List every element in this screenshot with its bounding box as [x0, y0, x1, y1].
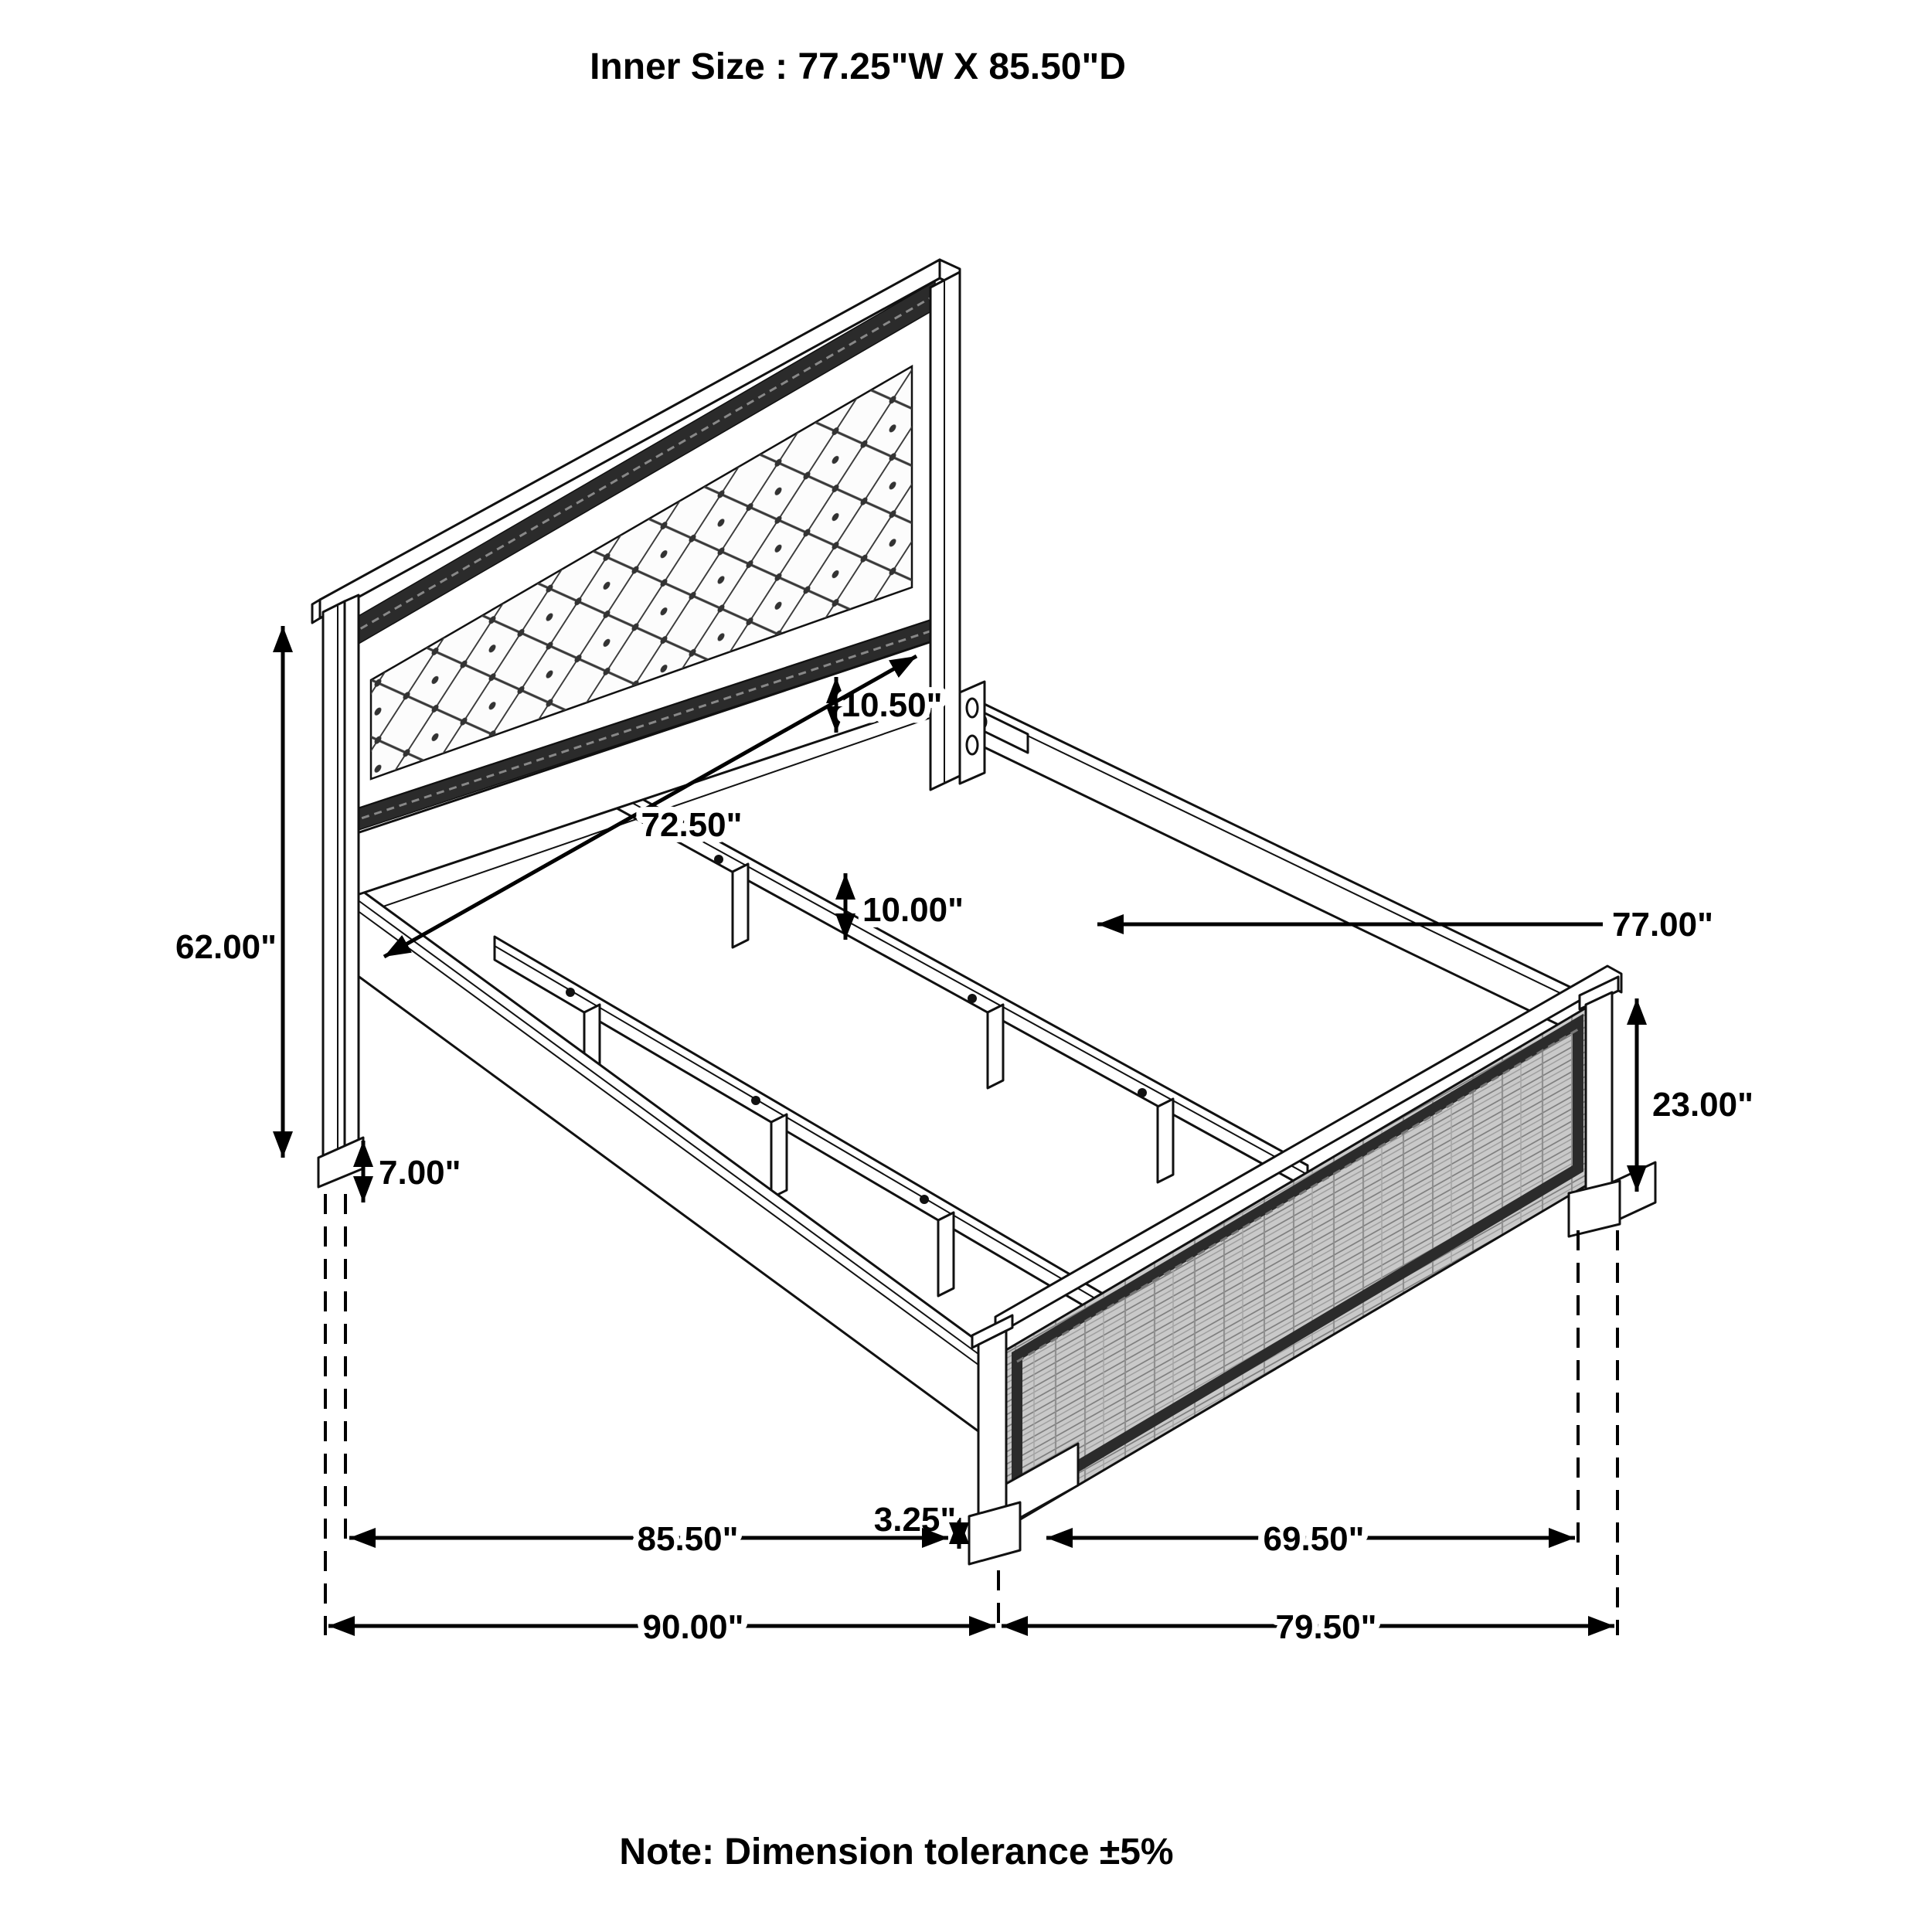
footboard-post-right — [1586, 992, 1612, 1196]
bolt-icon — [1138, 1088, 1147, 1097]
bolt-icon — [566, 988, 575, 997]
bolt-icon — [968, 994, 977, 1003]
bolt-hole — [967, 736, 978, 754]
support-leg — [771, 1114, 787, 1198]
dim-headboard-trim-height: 10.50" — [841, 686, 943, 724]
far-side-rail — [944, 685, 1587, 1039]
bolt-icon — [714, 855, 723, 864]
headboard-cap-end — [312, 600, 320, 623]
dim-footboard-inner-width: 69.50" — [1263, 1520, 1365, 1558]
tolerance-note: Note: Dimension tolerance ±5% — [619, 1832, 1174, 1872]
dim-slat-leg-height: 10.00" — [862, 891, 964, 929]
bolt-icon — [920, 1195, 929, 1204]
diagram-title: Inner Size : 77.25"W X 85.50"D — [590, 46, 1126, 87]
support-leg — [938, 1213, 954, 1296]
headboard-post-left-side — [345, 595, 359, 1172]
dim-footboard-height: 23.00" — [1652, 1086, 1753, 1124]
dim-rail-length: 85.50" — [637, 1520, 739, 1558]
dim-total-depth: 90.00" — [642, 1608, 744, 1646]
headboard-post-left — [323, 601, 345, 1182]
dim-total-width: 79.50" — [1275, 1608, 1377, 1646]
dim-headboard-height: 62.00" — [175, 928, 277, 966]
bolt-hole — [967, 699, 978, 717]
support-leg — [988, 1005, 1003, 1088]
rail-bracket — [960, 682, 985, 784]
footboard-foot-left — [969, 1502, 1020, 1564]
dim-foot-glide-height: 3.25" — [873, 1501, 957, 1539]
dim-headboard-inner-width: 72.50" — [641, 806, 743, 844]
dim-leg-height: 7.00" — [379, 1154, 461, 1192]
support-leg — [733, 864, 748, 947]
support-leg — [1158, 1099, 1173, 1182]
dim-slat-length: 77.00" — [1612, 906, 1713, 944]
bolt-icon — [751, 1096, 760, 1105]
